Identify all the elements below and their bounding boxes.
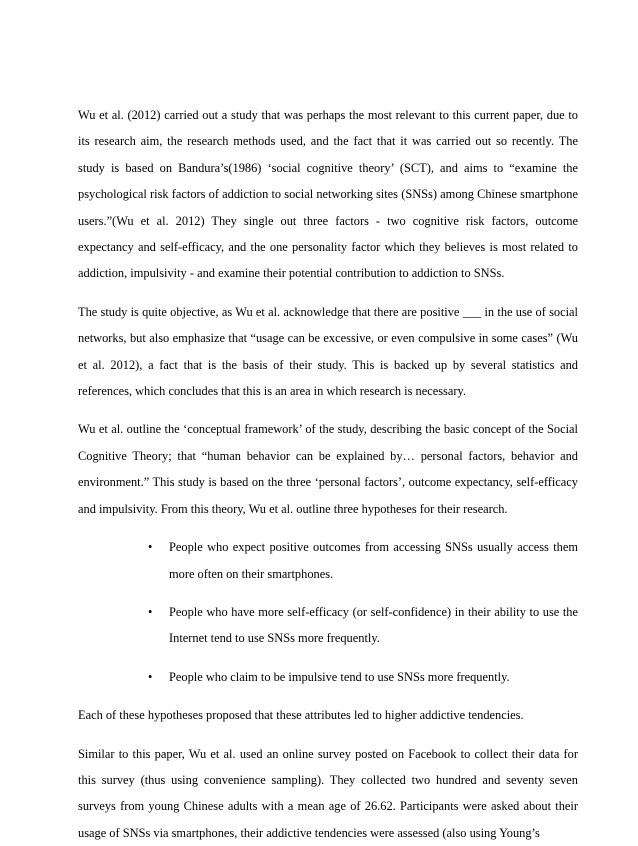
list-item bbox=[78, 534, 578, 587]
bullet-icon bbox=[148, 664, 169, 690]
paragraph-methodology: Similar to this paper, Wu et al. used an online survey posted on Facebook to collect their data for this survey (thus using convenience sampling). They collected two hundred and seventy seven surveys from young Chinese adults with a mean age of 26.62. Participants were asked about their usage of SNSs via smartphones, their addictive tendencies were assessed (also using Young’s bbox=[78, 746, 578, 840]
hypothesis-text: People who claim to be impulsive tend to use SNSs more frequently. bbox=[169, 669, 510, 684]
paragraph-objectivity: The study is quite objective, as Wu et al. acknowledge that there are positive ___ in the use of social networks, but also emphasize that “usage can be excessive, or even compulsive in some cases” (Wu et al. 2012), a fact that is the basis of their study. This is backed up by several statistics and references, which concludes that this is an area in which research is necessary. bbox=[78, 304, 578, 399]
paragraph-conceptual-framework: Wu et al. outline the ‘conceptual framework’ of the study, describing the basic concept of the Social Cognitive Theory; that “human behavior can be explained by… personal factors, behavior and environment.” This study is based on the three ‘personal factors’, outcome expectancy, self-efficacy and impulsivity. From this theory, Wu et al. outline three hypotheses for their research. bbox=[78, 422, 578, 516]
paragraph-wu-study-intro: Wu et al. (2012) carried out a study that was perhaps the most relevant to this current paper, due to its research aim, the research methods used, and the fact that it was carried out so recently. The study is based on Bandura’s(1986) ‘social cognitive theory’ (SCT), and aims to “examine the psychological risk factors of addiction to social networking sites (SNSs) among Chinese smartphone users.”(Wu et al. 2012) They single out three factors - two cognitive risk factors, outcome expectancy and self-efficacy, and the one personality factor which they believes is most related to addiction, impulsivity - and examine their potential contribution to addiction to SNSs. bbox=[78, 108, 578, 281]
hypothesis-text: People who expect positive outcomes from accessing SNSs usually access them more often on their smartphones. bbox=[169, 540, 578, 581]
list-item bbox=[78, 664, 578, 690]
bullet-icon bbox=[148, 599, 169, 652]
bullet-icon bbox=[148, 534, 169, 587]
hypothesis-text: People who have more self-efficacy (or self-confidence) in their ability to use the Internet tend to use SNSs more frequently. bbox=[169, 604, 578, 646]
paragraph-hypotheses-summary: Each of these hypotheses proposed that these attributes led to higher addictive tendencies. bbox=[78, 708, 524, 723]
list-item bbox=[78, 599, 578, 652]
hypotheses-list bbox=[78, 534, 578, 690]
